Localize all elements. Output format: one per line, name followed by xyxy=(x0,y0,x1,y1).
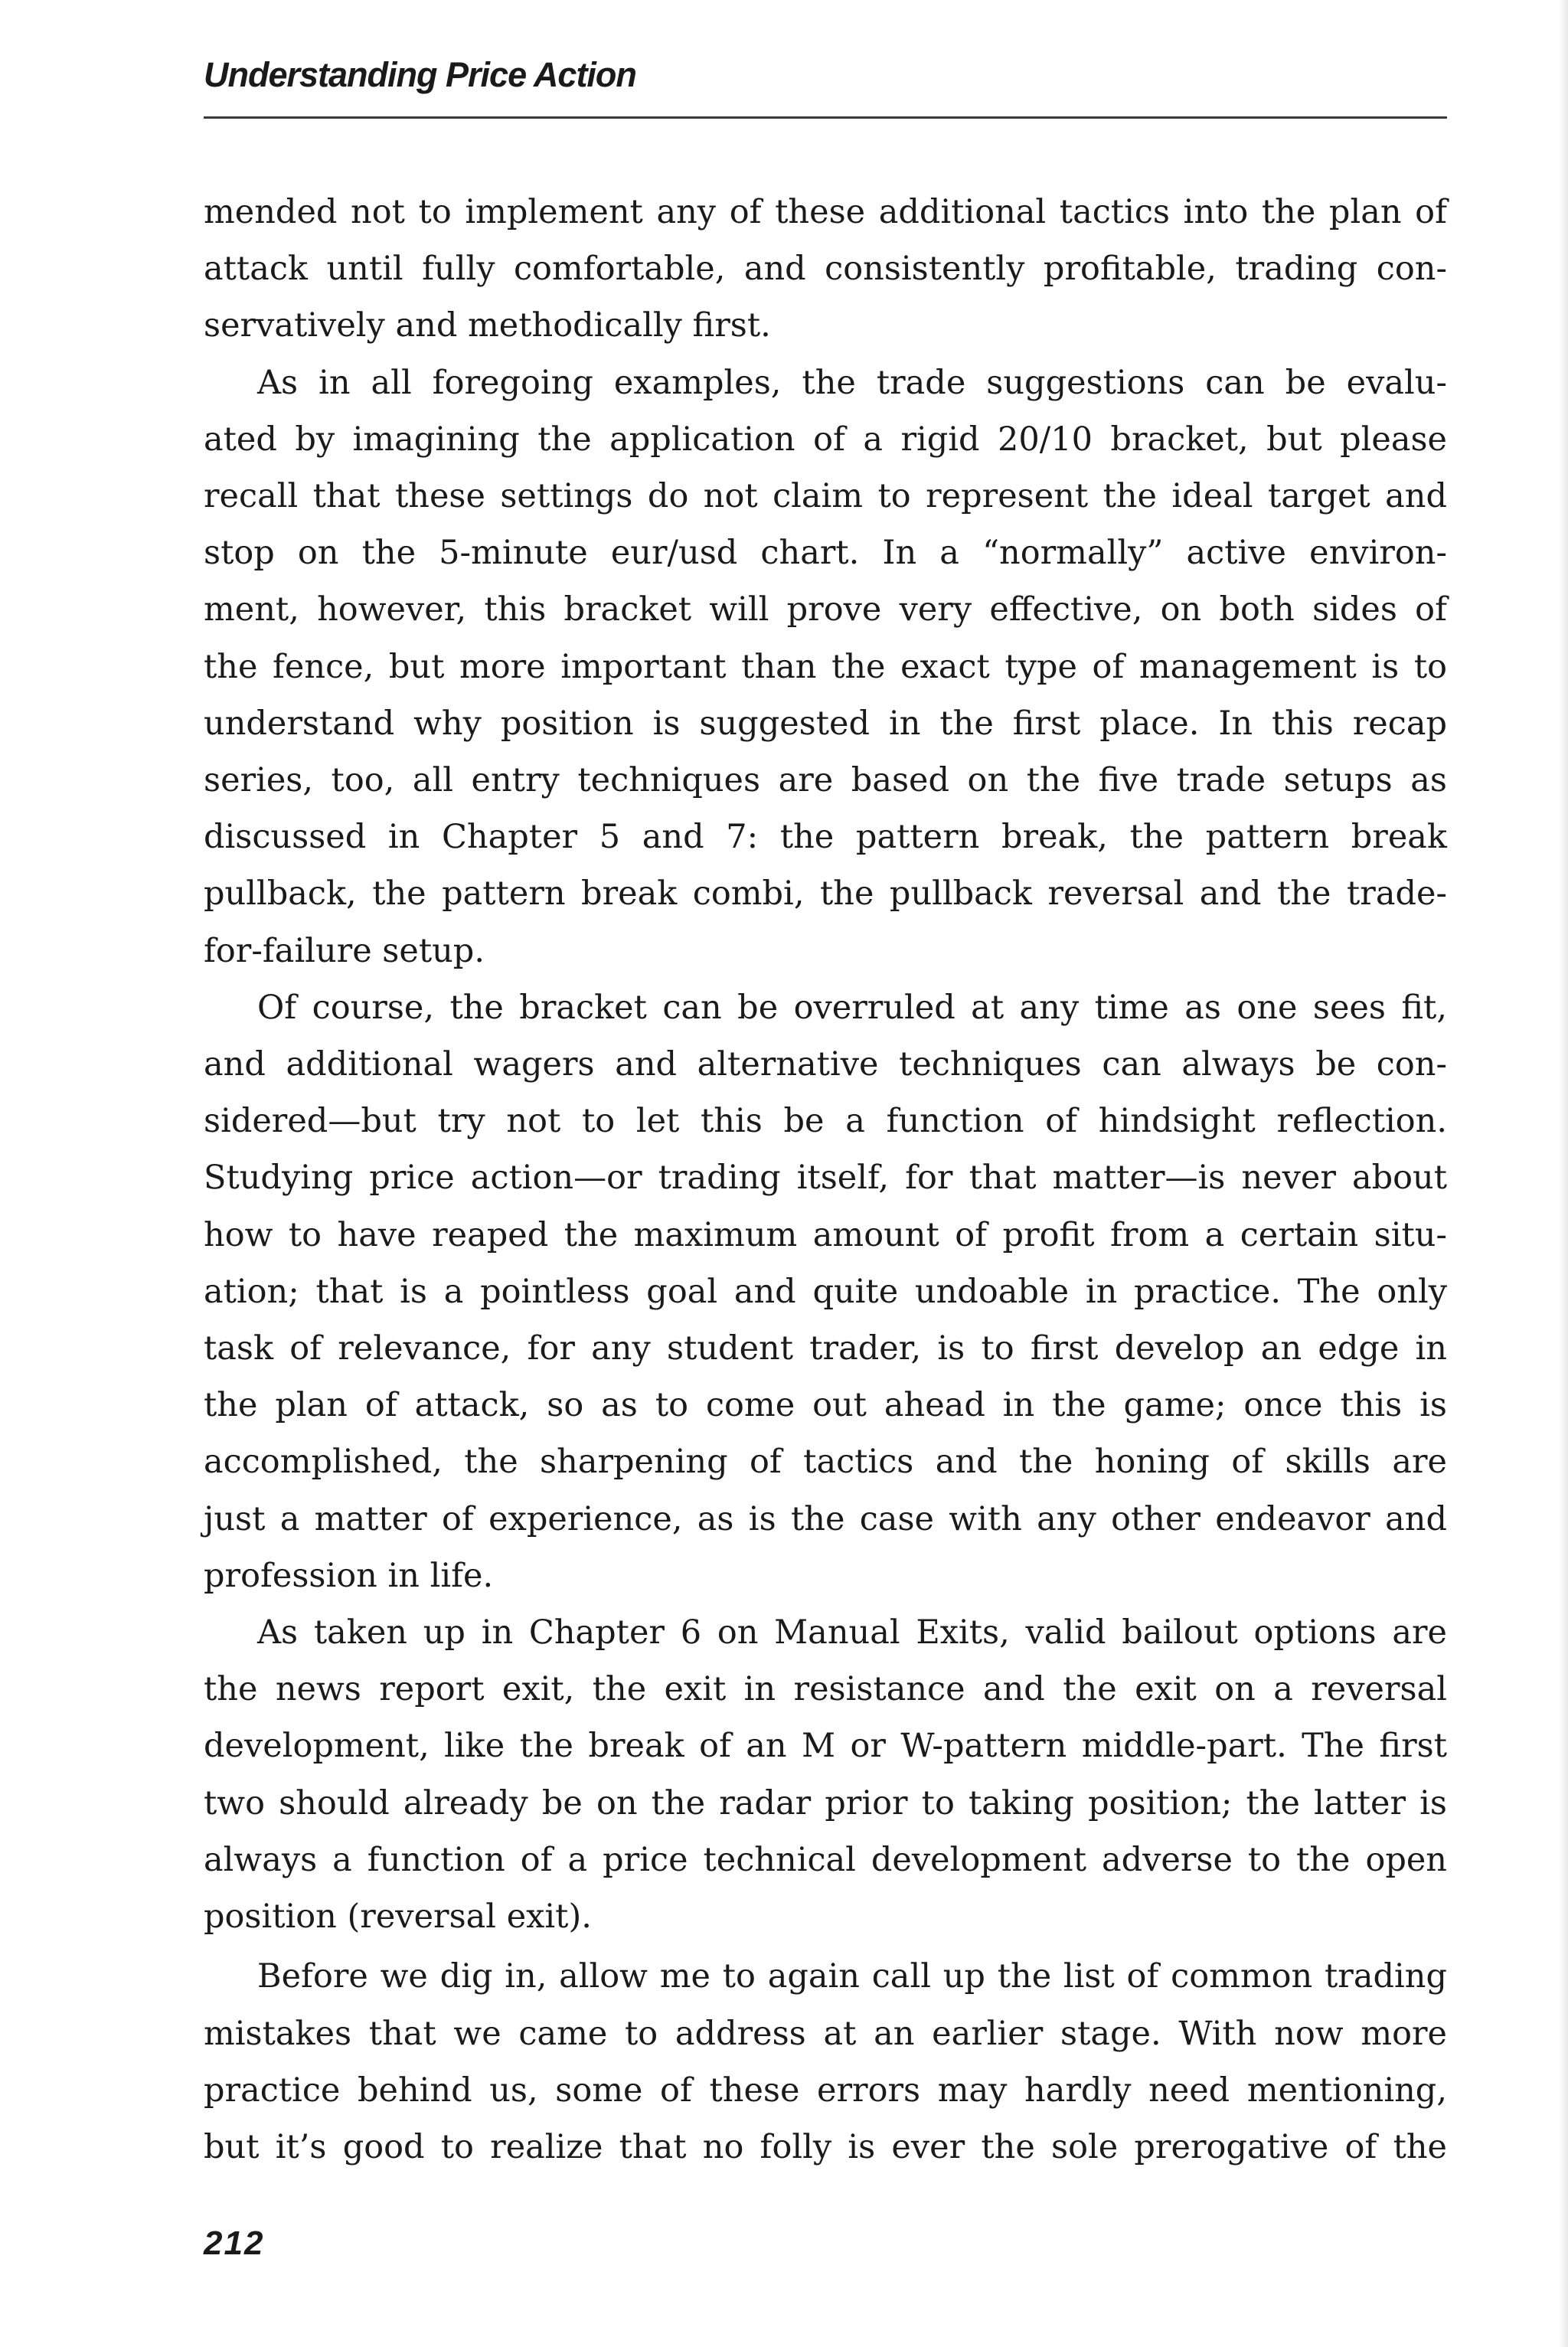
text-line: ated by imagining the application of a rigid 20/10 bracket, but please xyxy=(204,420,1447,459)
text-line: practice behind us, some of these errors may hardly need mentioning, xyxy=(204,2071,1447,2110)
text-line: two should already be on the radar prior to taking position; the latter is xyxy=(204,1783,1447,1822)
text-line: the fence, but more important than the exact type of management is to xyxy=(204,647,1447,686)
text-line: accomplished, the sharpening of tactics and the honing of skills are xyxy=(204,1443,1447,1482)
text-line: pullback, the pattern break combi, the pullback reversal and the trade- xyxy=(204,874,1447,914)
text-line: As taken up in Chapter 6 on Manual Exits, valid bailout options are xyxy=(257,1613,1447,1652)
text-line: mended not to implement any of these additional tactics into the plan of xyxy=(204,193,1447,231)
text-line: ment, however, this bracket will prove very effective, on both sides of xyxy=(204,590,1447,629)
body-text xyxy=(204,184,1447,2175)
paragraph-1 xyxy=(204,184,1447,355)
text-line: position (reversal exit). xyxy=(204,1898,592,1937)
text-line: sidered—but try not to let this be a function of hindsight reflection. xyxy=(204,1102,1447,1141)
text-line: Before we dig in, allow me to again call up the list of common trading xyxy=(257,1957,1447,1996)
text-line: how to have reaped the maximum amount of profit from a certain situ- xyxy=(204,1215,1447,1254)
text-line: the plan of attack, so as to come out ahead in the game; once this is xyxy=(204,1386,1447,1425)
text-line: but it’s good to realize that no folly is ever the sole prerogative of the xyxy=(204,2127,1447,2166)
text-line: series, too, all entry techniques are based on the five trade setups as xyxy=(204,761,1447,800)
text-line: profession in life. xyxy=(204,1556,494,1595)
paragraph-5 xyxy=(204,1948,1447,2175)
text-line: development, like the break of an M or W-pattern middle-part. The first xyxy=(204,1727,1447,1766)
text-line: Studying price action—or trading itself, for that matter—is never about xyxy=(204,1159,1447,1198)
text-line: task of relevance, for any student trader, is to first develop an edge in xyxy=(204,1329,1447,1368)
text-line: As in all foregoing examples, the trade suggestions can be evalu- xyxy=(257,363,1447,402)
paragraph-3 xyxy=(204,979,1447,1604)
page-number: 212 xyxy=(204,2224,265,2262)
text-line: attack until fully comfortable, and consistently profitable, trading con- xyxy=(204,250,1447,289)
text-line: just a matter of experience, as is the case with any other endeavor and xyxy=(204,1499,1447,1538)
text-line: the news report exit, the exit in resistance and the exit on a reversal xyxy=(204,1670,1447,1709)
text-line: servatively and methodically first. xyxy=(204,306,771,345)
text-line: understand why position is suggested in the first place. In this recap xyxy=(204,704,1447,743)
text-line: recall that these settings do not claim to represent the ideal target and xyxy=(204,477,1447,516)
paragraph-2 xyxy=(204,355,1447,979)
text-line: ation; that is a pointless goal and quite undoable in practice. The only xyxy=(204,1272,1447,1311)
text-line: discussed in Chapter 5 and 7: the pattern break, the pattern break xyxy=(204,818,1447,857)
page-edge-shadow xyxy=(1559,0,1568,2347)
text-line: Of course, the bracket can be overruled at any time as one sees fit, xyxy=(257,988,1447,1027)
text-line: for-failure setup. xyxy=(204,931,485,970)
header-rule xyxy=(204,116,1447,119)
text-line: and additional wagers and alternative techniques can always be con- xyxy=(204,1045,1447,1084)
text-line: mistakes that we came to address at an earlier stage. With now more xyxy=(204,2014,1447,2053)
paragraph-4 xyxy=(204,1604,1447,1945)
text-line: stop on the 5-minute eur/usd chart. In a “normally” active environ- xyxy=(204,534,1447,573)
text-line: always a function of a price technical development adverse to the open xyxy=(204,1840,1447,1879)
running-head: Understanding Price Action xyxy=(204,55,636,94)
